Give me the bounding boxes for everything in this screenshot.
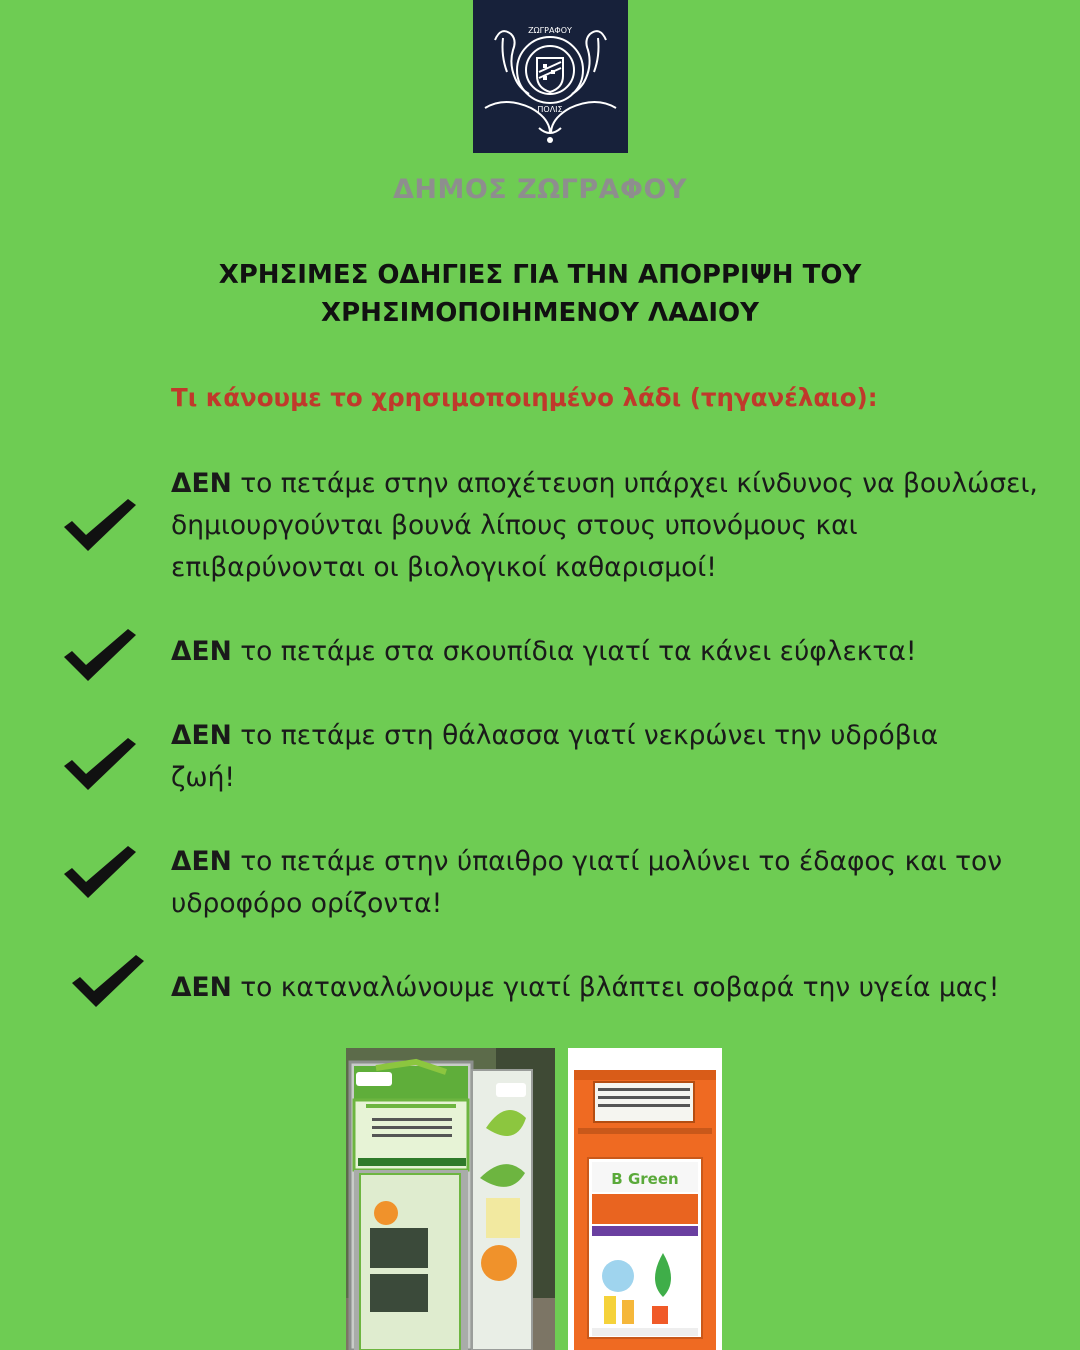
list-item: [171, 463, 1041, 589]
list-item: [171, 841, 1011, 925]
municipality-logo: [473, 0, 628, 153]
collection-bin-photo-left: [346, 1048, 555, 1350]
item-text: το πετάμε στην αποχέτευση υπάρχει κίνδυνος να βουλώσει, δημιουργούνται βουνά λίπους στους υπονόμους και επιβαρύνονται οι βιολογικοί καθαρισμοί!: [171, 468, 1038, 583]
item-text: το πετάμε στα σκουπίδια γιατί τα κάνει εύφλεκτα!: [231, 636, 917, 667]
checkmark-icon: [62, 736, 138, 794]
collection-bin-photo-right: [568, 1048, 722, 1350]
list-item: [171, 715, 1001, 799]
checkmark-icon: [62, 497, 138, 555]
orange-bin-image: [568, 1048, 722, 1350]
checkmark-icon: [62, 844, 138, 902]
municipal-seal-icon: [473, 0, 628, 153]
item-bold: ΔΕΝ: [171, 972, 232, 1003]
checkmark-icon: [70, 953, 146, 1011]
list-item: [171, 967, 1061, 1009]
item-bold: ΔΕΝ: [171, 468, 232, 499]
right-bin-brand: B Green: [611, 1170, 679, 1188]
item-bold: ΔΕΝ: [171, 720, 232, 751]
item-text: το πετάμε στη θάλασσα γιατί νεκρώνει την υδρόβια ζωή!: [171, 720, 939, 793]
item-text: το πετάμε στην ύπαιθρο γιατί μολύνει το έδαφος και τον υδροφόρο ορίζοντα!: [171, 846, 1003, 919]
logo-text-top: ΖΩΓΡΑΦΟΥ: [528, 26, 572, 35]
item-bold: ΔΕΝ: [171, 636, 232, 667]
subtitle: Τι κάνουμε το χρησιμοποιημένο λάδι (τηγανέλαιο):: [171, 383, 878, 412]
title-line-1: ΧΡΗΣΙΜΕΣ ΟΔΗΓΙΕΣ ΓΙΑ ΤΗΝ ΑΠΟΡΡΙΨΗ ΤΟΥ: [218, 260, 862, 290]
item-bold: ΔΕΝ: [171, 846, 232, 877]
organization-name: ΔΗΜΟΣ ΖΩΓΡΑΦΟΥ: [392, 174, 688, 205]
list-item: [171, 631, 1041, 673]
green-bin-image: [346, 1048, 555, 1350]
logo-text-bottom: ΠΟΛΙΣ: [537, 105, 563, 114]
page-title: [140, 256, 940, 332]
title-line-2: ΧΡΗΣΙΜΟΠΟΙΗΜΕΝΟΥ ΛΑΔΙΟΥ: [321, 298, 759, 328]
checkmark-icon: [62, 627, 138, 685]
item-text: το καταναλώνουμε γιατί βλάπτει σοβαρά την υγεία μας!: [231, 972, 1000, 1003]
